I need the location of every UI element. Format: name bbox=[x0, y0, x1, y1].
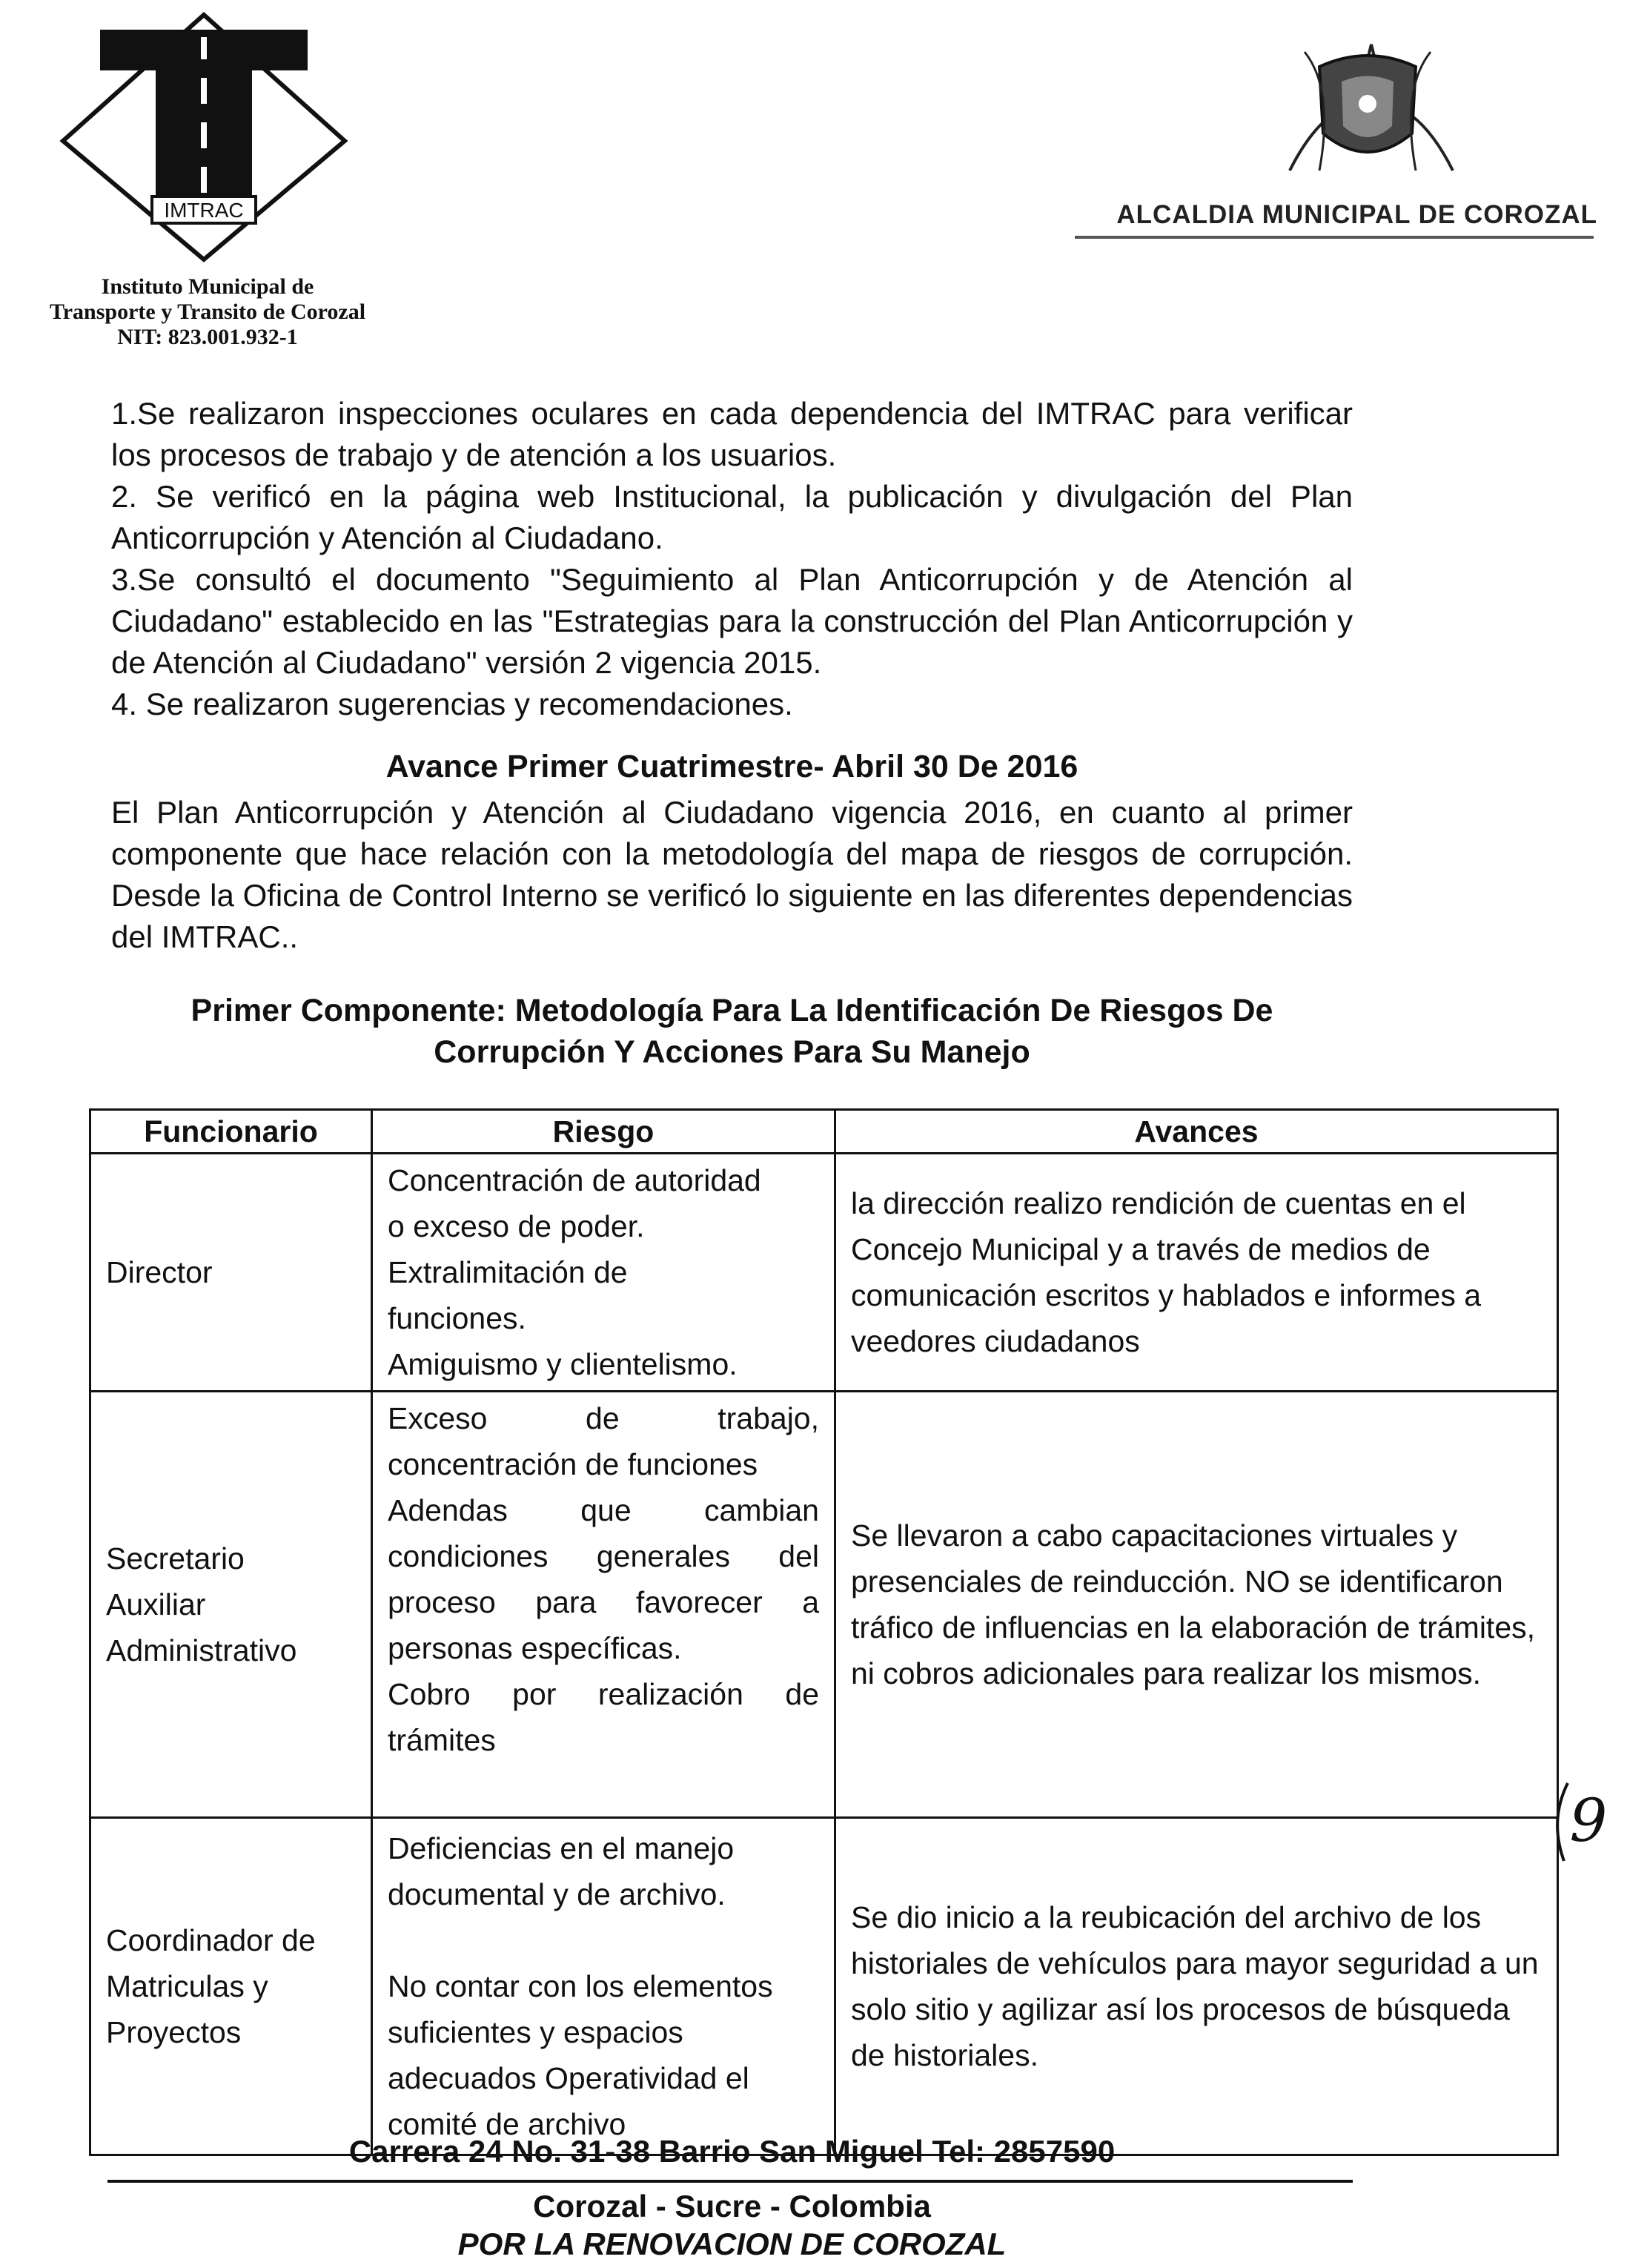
component-title-line-2: Corrupción Y Acciones Para Su Manejo bbox=[434, 1034, 1030, 1070]
advance-title: Avance Primer Cuatrimestre- Abril 30 De 2016 bbox=[385, 749, 1078, 784]
step-item: 2. Se verificó en la página web Institucional, la publicación y divulgación del Plan Anticorrupción y Atención al Ciudadano. bbox=[111, 479, 1353, 555]
table-row bbox=[90, 1392, 1558, 1818]
riesgo-line: Concentración de autoridad bbox=[388, 1163, 761, 1197]
footer-city: Corozal - Sucre - Colombia bbox=[533, 2189, 931, 2224]
avances-cell: la dirección realizo rendición de cuentas en el Concejo Municipal y a través de medios de comunicación escritos y hablados e informes a veedores ciudadanos bbox=[835, 1154, 1558, 1392]
page-mark-text: 9 bbox=[1569, 1786, 1608, 1855]
funcionario-line: Secretario bbox=[106, 1541, 245, 1576]
riesgo-cell bbox=[372, 1818, 835, 2155]
imtrac-logo bbox=[59, 11, 348, 263]
table-row bbox=[90, 1154, 1558, 1392]
funcionario-line: Matriculas y bbox=[106, 1969, 268, 2003]
footer-motto: POR LA RENOVACION DE COROZAL bbox=[457, 2226, 1007, 2261]
funcionario-cell bbox=[90, 1392, 372, 1818]
footer-divider bbox=[107, 2180, 1353, 2183]
riesgo-line: o exceso de poder. bbox=[388, 1209, 645, 1243]
institute-name-line-2: Transporte y Transito de Corozal bbox=[49, 300, 366, 324]
funcionario-cell bbox=[90, 1154, 372, 1392]
verification-steps bbox=[111, 393, 1353, 725]
institute-caption bbox=[0, 274, 415, 350]
riesgo-line: funciones. bbox=[388, 1301, 526, 1335]
footer-address: Carrera 24 No. 31-38 Barrio San Miguel Tel: 2857590 bbox=[348, 2134, 1116, 2169]
table-header-row bbox=[90, 1110, 1558, 1154]
funcionario-line: Coordinador de bbox=[106, 1923, 316, 1957]
funcionario-line: Proyectos bbox=[106, 2015, 242, 2049]
funcionario-line: Administrativo bbox=[106, 1633, 297, 1667]
funcionario-line: Director bbox=[106, 1255, 213, 1289]
advance-body: El Plan Anticorrupción y Atención al Ciudadano vigencia 2016, en cuanto al primer componente que hace relación con la metodología del mapa de riesgos de corrupción. Desde la Oficina de Control Interno se verificó lo siguiente en las diferentes dependencias del IMTRAC.. bbox=[111, 795, 1353, 954]
handwritten-page-number bbox=[1545, 1776, 1627, 1872]
header-avances: Avances bbox=[835, 1110, 1558, 1154]
riesgo-line: Extralimitación de bbox=[388, 1255, 628, 1289]
riesgo-cell bbox=[372, 1154, 835, 1392]
risk-table bbox=[89, 1108, 1559, 2156]
component-title-line-1: Primer Componente: Metodología Para La Identificación De Riesgos De bbox=[190, 993, 1273, 1028]
riesgo-line: Adendas que cambian condiciones generales del proceso para favorecer a personas específicas. bbox=[388, 1493, 819, 1665]
riesgo-line: Cobro por realización de trámites bbox=[388, 1677, 819, 1757]
funcionario-line: Auxiliar bbox=[106, 1587, 206, 1621]
municipal-crest-emblem bbox=[1275, 22, 1460, 193]
step-item: 3.Se consultó el documento "Seguimiento al Plan Anticorrupción y de Atención al Ciudadano" establecido en las "Estrategias para la construcción del Plan Anticorrupción y de Atención al Ciudadano" versión 2 vigencia 2015. bbox=[111, 562, 1353, 680]
header-riesgo: Riesgo bbox=[372, 1110, 835, 1154]
component-title bbox=[111, 990, 1353, 1073]
table-row bbox=[90, 1818, 1558, 2155]
riesgo-line: Exceso de trabajo, concentración de funciones bbox=[388, 1401, 819, 1481]
step-item: 1.Se realizaron inspecciones oculares en cada dependencia del IMTRAC para verificar los procesos de trabajo y de atención a los usuarios. bbox=[111, 396, 1353, 472]
riesgo-line: No contar con los elementos suficientes y espacios adecuados Operatividad el comité de archivo bbox=[388, 1969, 773, 2141]
header-funcionario: Funcionario bbox=[90, 1110, 372, 1154]
alcaldia-underline bbox=[1075, 236, 1594, 239]
institute-name-line-1: Instituto Municipal de bbox=[101, 274, 314, 299]
step-item: 4. Se realizaron sugerencias y recomendaciones. bbox=[111, 687, 793, 721]
riesgo-cell bbox=[372, 1392, 835, 1818]
funcionario-cell bbox=[90, 1818, 372, 2155]
avances-cell: Se llevaron a cabo capacitaciones virtuales y presenciales de reinducción. NO se identificaron tráfico de influencias en la elaboración de trámites, ni cobros adicionales para realizar los mismos. bbox=[835, 1392, 1558, 1818]
institute-nit: NIT: 823.001.932-1 bbox=[117, 325, 298, 349]
alcaldia-label: ALCALDIA MUNICIPAL DE COROZAL bbox=[1116, 200, 1597, 229]
imtrac-logo-text: IMTRAC bbox=[164, 199, 244, 222]
avances-cell: Se dio inicio a la reubicación del archivo de los historiales de vehículos para mayor seguridad a un solo sitio y agilizar así los procesos de búsqueda de historiales. bbox=[835, 1818, 1558, 2155]
riesgo-line: Amiguismo y clientelismo. bbox=[388, 1347, 738, 1381]
riesgo-line: Deficiencias en el manejo documental y de archivo. bbox=[388, 1831, 735, 1911]
